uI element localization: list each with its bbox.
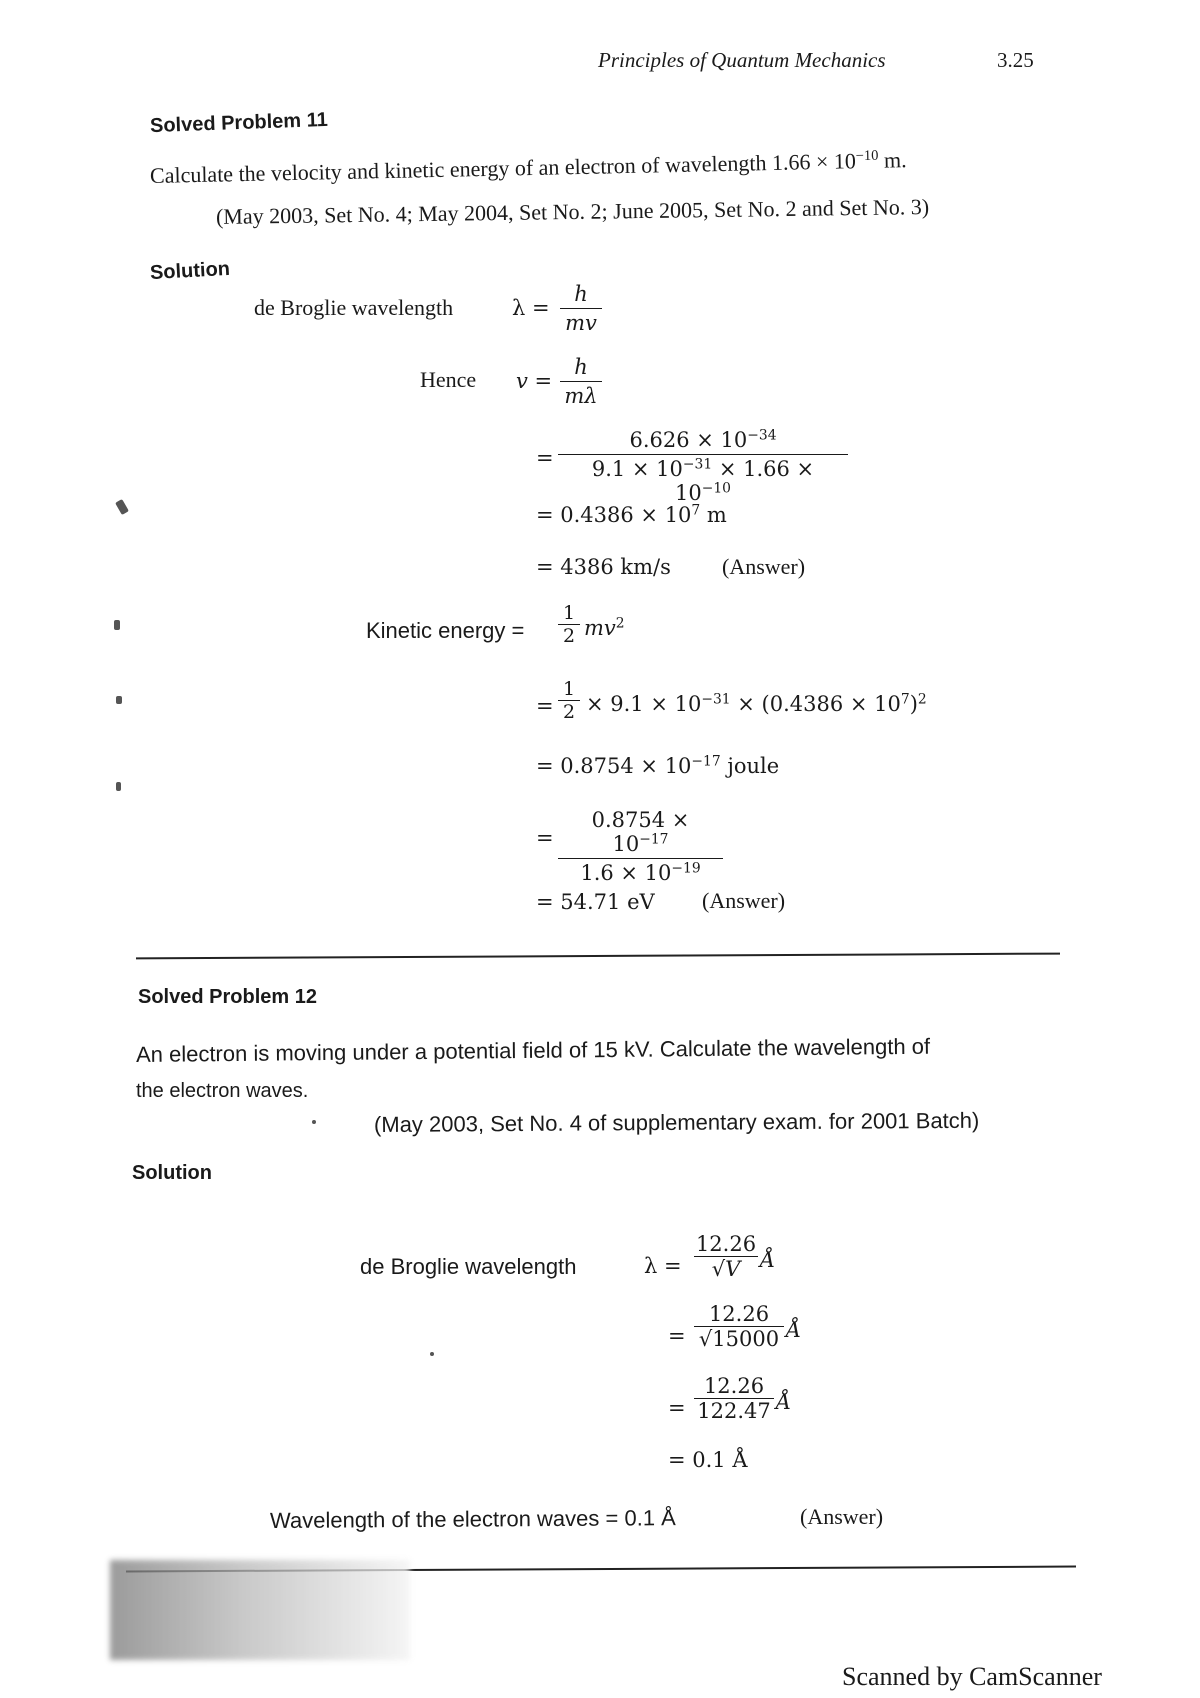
fraction-half — [558, 678, 580, 723]
problem-12-title: Solved Problem 12 — [138, 986, 317, 1008]
problem-11-title: Solved Problem 11 — [149, 108, 329, 138]
ke-result-ev: = 54.71 eV — [536, 890, 655, 914]
den-text-2: × 1.66 × 10 — [675, 457, 815, 505]
den-text: 9.1 × 10 — [591, 457, 683, 481]
angstrom-unit: Å — [776, 1390, 792, 1414]
scan-shadow — [110, 1560, 410, 1660]
ke-sub-exp-2: 7 — [900, 691, 910, 708]
den-exp-2: −10 — [701, 480, 731, 497]
fraction-denominator — [558, 455, 848, 505]
statement-unit: m. — [878, 147, 907, 173]
fraction-h-over-mv — [560, 282, 602, 335]
section-divider — [136, 953, 1060, 960]
running-header-title: Principles of Quantum Mechanics — [598, 48, 886, 72]
problem-12-reference: (May 2003, Set No. 4 of supplementary exam. for 2001 Batch) — [373, 1107, 980, 1137]
fraction-denominator: √V — [711, 1257, 741, 1281]
lambda-eq-2: λ = — [644, 1254, 682, 1278]
problem-11-reference: (May 2003, Set No. 4; May 2004, Set No. 2; June 2005, Set No. 2 and Set No. 3) — [215, 194, 930, 229]
fraction-numerator: h — [574, 355, 588, 379]
problem-11-statement — [150, 147, 907, 189]
ke-sub-exp: −31 — [701, 691, 731, 708]
ke-sub-exp-3: 2 — [917, 691, 927, 708]
num-text: 0.8754 × 10 — [591, 808, 690, 856]
velocity-result-2: = 4386 km/s — [536, 555, 671, 579]
angstrom-unit: Å — [760, 1248, 776, 1272]
ke-formula-text: mv — [584, 616, 616, 640]
statement-text: Calculate the velocity and kinetic energy of an electron of wavelength 1.66 × 10 — [149, 148, 857, 188]
fraction-12-26-over-root-v — [694, 1232, 758, 1281]
den-exp: −31 — [682, 456, 713, 473]
fraction-denominator: mλ — [564, 384, 598, 408]
fraction-denominator: 122.47 — [697, 1399, 771, 1423]
wavelength-result: = 0.1 Å — [668, 1448, 748, 1472]
problem-12-statement-line-2: the electron waves. — [136, 1080, 309, 1102]
num-exp: −34 — [747, 427, 777, 444]
answer-label: (Answer) — [722, 554, 806, 579]
equals-sign: = — [668, 1324, 686, 1348]
den-exp: −19 — [671, 860, 701, 877]
result-unit: m — [700, 503, 727, 527]
fraction-numerator: 12.26 — [708, 1302, 770, 1326]
fraction-numerator: 1 — [562, 602, 576, 624]
result-exp: 7 — [691, 502, 701, 519]
equals-sign: = — [536, 446, 554, 470]
dot-mark — [312, 1120, 316, 1124]
ke-joule-unit: joule — [720, 754, 780, 778]
angstrom-unit: Å — [786, 1318, 802, 1342]
problem-12-solution-label: Solution — [132, 1162, 212, 1184]
velocity-result-1 — [536, 503, 727, 527]
num-exp: −17 — [639, 831, 669, 848]
margin-mark — [114, 620, 120, 630]
fraction-numerator: 12.26 — [703, 1374, 765, 1398]
ke-joule-exp: −17 — [691, 753, 721, 770]
den-text: 1.6 × 10 — [580, 861, 672, 885]
fraction-half — [558, 602, 580, 647]
answer-label: (Answer) — [800, 1504, 884, 1529]
fraction-numerator — [558, 808, 723, 858]
problem-11-solution-label: Solution — [149, 257, 231, 285]
lambda-eq: λ = — [512, 296, 550, 320]
fraction-denominator: 2 — [562, 701, 576, 723]
fraction-denominator: 2 — [562, 625, 576, 647]
kinetic-energy-label: Kinetic energy = — [366, 618, 525, 643]
fraction-numerator — [558, 428, 848, 454]
ke-formula — [584, 616, 625, 640]
margin-mark — [115, 499, 129, 515]
problem-12-statement-line-1: An electron is moving under a potential field of 15 kV. Calculate the wavelength of — [135, 1033, 931, 1067]
dbw-label: de Broglie wavelength — [254, 295, 454, 320]
fraction-numerator: 1 — [562, 678, 576, 700]
ke-formula-exp: 2 — [615, 615, 625, 632]
fraction-12-26-over-122-47 — [694, 1374, 774, 1423]
ke-joule-text: = 0.8754 × 10 — [536, 754, 692, 778]
statement-exponent: −10 — [855, 147, 879, 165]
final-wavelength-statement: Wavelength of the electron waves = 0.1 Å — [269, 1505, 676, 1533]
fraction-denominator — [558, 859, 723, 885]
num-text: 6.626 × 10 — [629, 428, 748, 452]
answer-label: (Answer) — [702, 888, 786, 913]
hence-label: Hence — [420, 367, 477, 392]
ke-result-joule — [536, 754, 779, 778]
equals-sign: = — [536, 694, 554, 718]
ke-sub-text: × 9.1 × 10 — [586, 692, 702, 716]
dbw-label-2: de Broglie wavelength — [360, 1254, 577, 1279]
fraction-denominator: √15000 — [698, 1327, 780, 1351]
ke-substitution — [586, 692, 927, 716]
camscanner-watermark: Scanned by CamScanner — [842, 1662, 1102, 1691]
equals-sign: = — [668, 1396, 686, 1420]
fraction-numerator: h — [574, 282, 588, 306]
result-text: = 0.4386 × 10 — [536, 503, 692, 527]
fraction-12-26-over-root-15000 — [694, 1302, 784, 1351]
v-eq: v = — [516, 369, 553, 393]
fraction-h-over-mlambda — [560, 355, 602, 408]
page-number: 3.25 — [997, 48, 1034, 72]
fraction-velocity-values — [558, 428, 848, 505]
margin-mark — [116, 782, 121, 791]
ke-sub-text-2: × (0.4386 × 10 — [730, 692, 901, 716]
fraction-joule-to-ev — [558, 808, 723, 885]
dot-mark — [430, 1352, 434, 1356]
fraction-numerator: 12.26 — [695, 1232, 757, 1256]
margin-mark — [116, 696, 122, 704]
fraction-denominator: mv — [565, 311, 597, 335]
equals-sign: = — [536, 826, 554, 850]
ke-sub-text-3: ) — [909, 692, 918, 716]
